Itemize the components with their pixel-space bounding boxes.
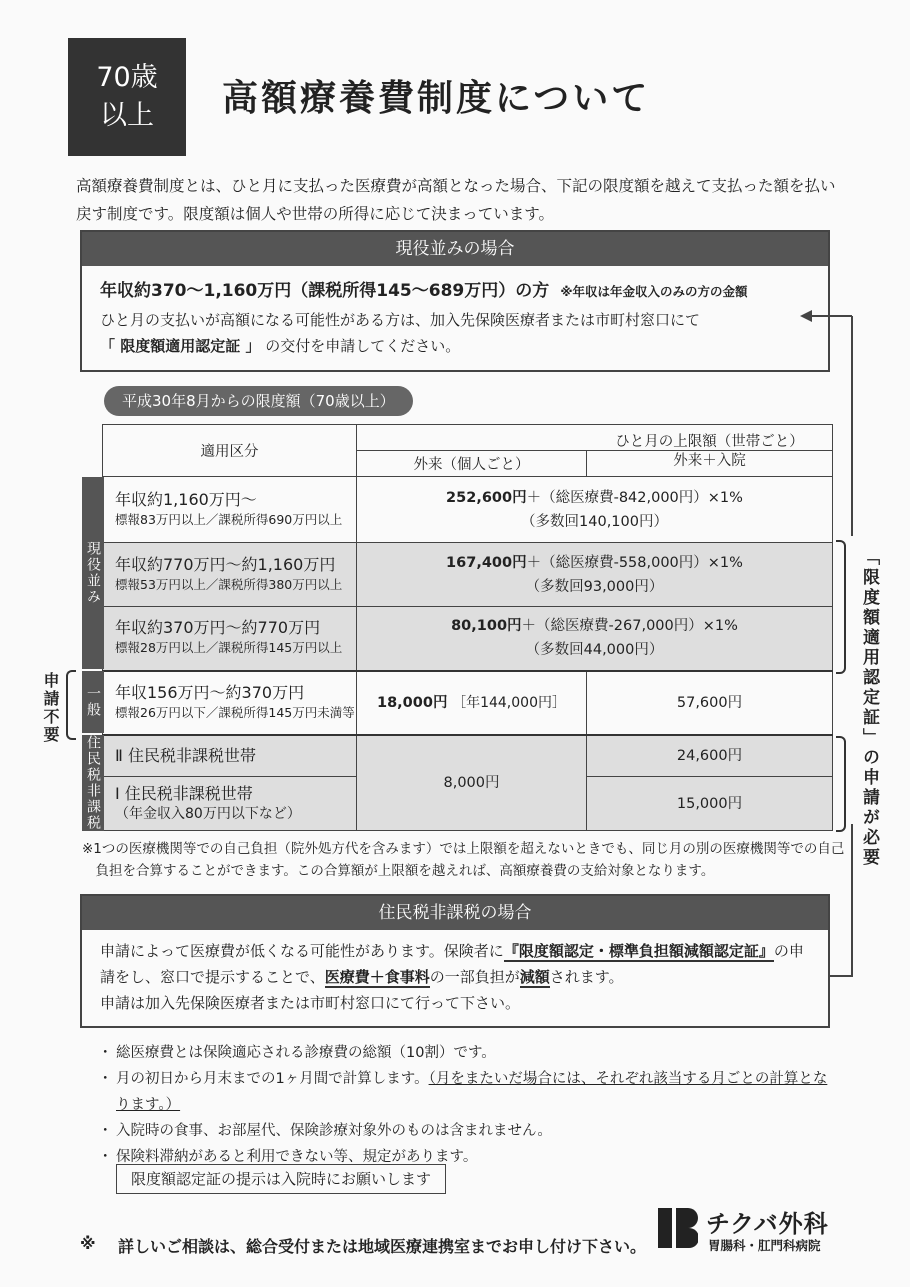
row1-calc: ＋（総医療費-842,000円）×1% [526, 489, 743, 506]
exempt-section-heading: 住民税非課税の場合 [82, 896, 828, 930]
category-working: 現役並み [82, 477, 104, 669]
intro-text: 高額療養費制度とは、ひと月に支払った医療費が高額となった場合、下記の限度額を越えて支払った額を払い戻す制度です。限度額は個人や世帯の所得に応じて決まっています。 [76, 177, 836, 223]
row2-income: 年収約770万円～約1,160万円 [115, 554, 336, 574]
left-bracket [66, 670, 76, 740]
list-item: ・ 入院時の食事、お部屋代、保険診療対象外のものは含まれません。 [98, 1118, 838, 1144]
row2-multi: （多数回93,000円） [525, 578, 664, 595]
table-row [103, 735, 833, 777]
header-out-in-label: 外来＋入院 [673, 452, 746, 469]
exempt-text-3: の申請をし、窓口で提示することで、 [100, 942, 804, 986]
exempt-reduction: 減額 [519, 968, 550, 986]
hospital-logo-name: チクバ外科 [706, 1210, 829, 1238]
header-outpatient: 外来（個人ごと） [357, 451, 587, 477]
exempt-cost-items: 医療費＋食事料 [324, 968, 430, 986]
general-outpatient: 18,000円 [377, 694, 448, 711]
row1-calc-base: 252,600円 [446, 489, 527, 506]
working-section [80, 230, 830, 372]
general-detail: 標報26万円以下／課税所得145万円未満等 [115, 704, 355, 720]
exempt-text-1: 申請によって医療費が低くなる可能性があります。保険者に [100, 942, 504, 960]
row1-detail: 標報83万円以上／課税所得690万円以上 [115, 511, 343, 527]
footer-mark: ※ [80, 1234, 96, 1253]
working-income-note: ※年収は年金収入のみの方の金額 [560, 284, 748, 299]
exempt-cert-name: 『限度額認定・標準負担額減額認定証』 [503, 942, 774, 960]
hospital-logo-sub: 胃腸科・肛門科病院 [708, 1238, 821, 1253]
age-badge [68, 38, 186, 156]
bullet2-paren: （月をまたいだ場合には、それぞれ該当する月ごとの計算となります。） [116, 1071, 828, 1113]
working-body-line1: ひと月の支払いが高額になる可能性がある方は、加入先保険医療者または市町村窓口にて [100, 311, 701, 329]
badge-line2: 以上 [100, 100, 154, 131]
table-row [103, 543, 833, 607]
exempt-outpatient: 8,000円 [357, 735, 587, 831]
footnote: ※1つの医療機関等での自己負担（院外処方代を含みます）では上限額を超えないときでも、同じ月の別の医療機関等での自己負担を合算することができます。この合算額が上限額を越えれば、高額療養費の支給対象となります。 [82, 841, 845, 879]
row3-detail: 標報28万円以上／課税所得145万円以上 [115, 640, 343, 656]
footer-text: 詳しいご相談は、総合受付または地域医療連携室までお申し付け下さい。 [118, 1237, 647, 1256]
limit-table [102, 424, 833, 831]
bullet2-main: 月の初日から月末までの1ヶ月間で計算します。 [116, 1071, 429, 1087]
general-total: 57,600円 [587, 671, 833, 735]
row1-multi: （多数回140,100円） [521, 513, 668, 530]
exempt1-label: Ⅰ 住民税非課税世帯 [115, 783, 253, 803]
cert-name: 「 限度額適用認定証 」 [100, 337, 261, 355]
list-item: ・ 総医療費とは保険適応される診療費の総額（10割）です。 [98, 1040, 838, 1066]
category-general: 一般 [82, 671, 104, 733]
exempt-section [80, 894, 830, 1028]
working-body-line2: の交付を申請してください。 [265, 337, 461, 355]
general-income: 年収156万円～約370万円 [115, 682, 305, 702]
side-label-application-required: 「限度額適用認定証」の申請が必要 [859, 548, 879, 868]
working-section-heading: 現役並みの場合 [82, 232, 828, 266]
list-item [98, 1066, 838, 1118]
row2-detail: 標報53万円以上／課税所得380万円以上 [115, 576, 343, 592]
row3-multi: （多数回44,000円） [525, 642, 664, 659]
exempt-text-5: の一部負担が [429, 968, 520, 986]
row3-calc-base: 80,100円 [451, 618, 522, 635]
exempt1-detail: （年金収入80万円以下など） [115, 805, 301, 822]
row3-calc: ＋（総医療費-267,000円）×1% [521, 618, 738, 635]
general-outpatient-year: ［年144,000円］ [452, 694, 566, 711]
table-row [103, 671, 833, 735]
table-row [103, 607, 833, 671]
hospital-logo-icon [658, 1208, 698, 1248]
row2-calc: ＋（総医療費-558,000円）×1% [526, 554, 743, 571]
page-title: 高額療養費制度について [222, 78, 651, 119]
exempt-text-7: されます。 [549, 968, 624, 986]
badge-line1: 70歳 [96, 62, 158, 93]
category-exempt: 住民税非課税 [82, 735, 104, 831]
row1-income: 年収約1,160万円～ [115, 489, 257, 509]
arrow-connector [790, 300, 860, 990]
header-category: 適用区分 [103, 425, 357, 477]
list-item: ・ 保険料滞納があると利用できない等、規定があります。 [98, 1144, 838, 1170]
side-label-no-application: 申請不要 [41, 672, 60, 744]
row3-income: 年収約370万円～約770万円 [115, 618, 321, 638]
table-row [103, 477, 833, 543]
header-monthly-limit: ひと月の上限額（世帯ごと） [615, 433, 804, 450]
limit-period-pill: 平成30年8月からの限度額（70歳以上） [104, 386, 413, 416]
exempt-text-8: 申請は加入先保険医療者または市町村窓口にて行って下さい。 [100, 994, 521, 1012]
exempt1-total: 15,000円 [587, 777, 833, 831]
notes-list [98, 1040, 838, 1170]
working-income-line: 年収約370～1,160万円（課税所得145～689万円）の方 [100, 281, 550, 301]
exempt2-label: Ⅱ 住民税非課税世帯 [115, 745, 256, 765]
row2-calc-base: 167,400円 [446, 554, 527, 571]
exempt2-total: 24,600円 [587, 735, 833, 777]
notice-box: 限度額認定証の提示は入院時にお願いします [116, 1164, 446, 1194]
